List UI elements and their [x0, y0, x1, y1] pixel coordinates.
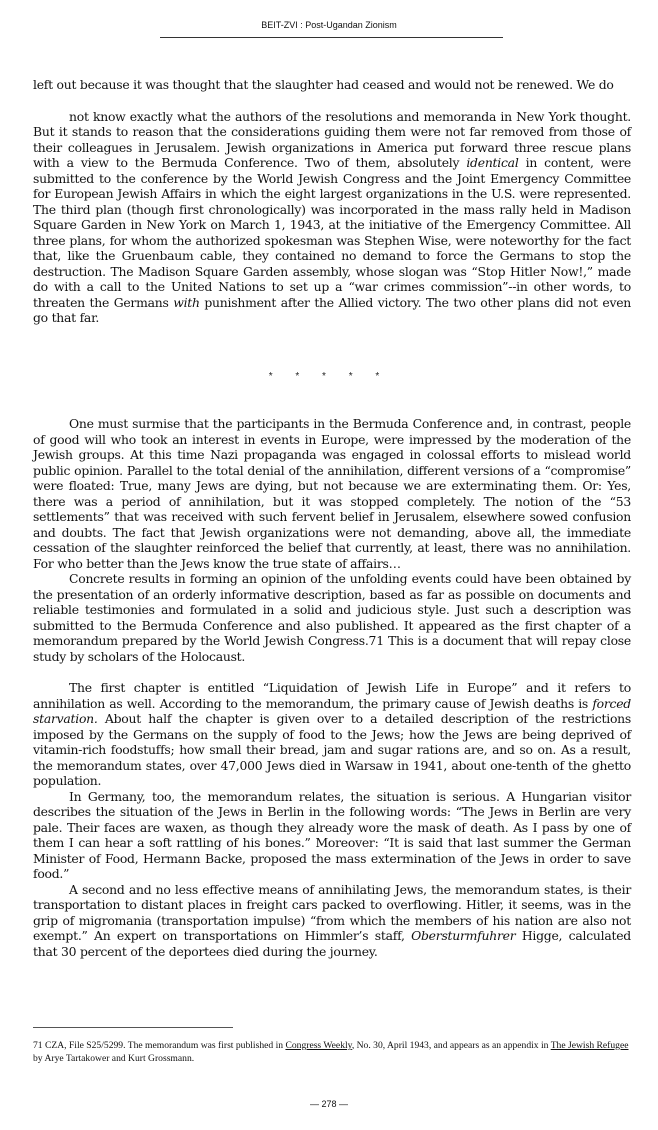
paragraph-germany: In Germany, too, the memorandum relates, the situation is serious. A Hungarian visitor describes the situation of the Jews in Berlin in the following words: “The Jews in Berlin are very pale. Their faces are waxen, as though they already wore the mask of death. As I pass by one of them I can hear a soft rattling of his bones.” Moreover: “It is said that last summer the German Minister of Food, Hermann Backe, proposed the mass extermination of the Jews in order to save food.” [33, 788, 631, 881]
emphasis-forced-starvation: forced starvation. [33, 695, 631, 726]
emphasis-identical: identical [466, 155, 519, 170]
emphasis-with: with [173, 294, 200, 310]
section-2 [33, 416, 631, 959]
paragraph-surmise: One must surmise that the participants in the Bermuda Conference and, in contrast, people of good will who took an interest in events in Europe, were impressed by the moderation of the Jewish groups. At this time Nazi propaganda was engaged in colossal efforts to mislead world public opinion. Parallel to the total denial of the annihilation, different versions of a “compromise” were floated: True, many Jews are dying, but not because we are exterminating them. Or: Yes, there was a period of annihilation, but it was stopped completely. The notion of the “53 settlements” that was received with such fervent belief in Jerusalem, elsewhere sowed confusion and doubts. The fact that Jewish organizations were not demanding, above all, the immediate cessation of the slaughter reinforced the belief that currently, at least, there was no annihilation. For who better than the Jews know the true state of affairs… [33, 416, 631, 571]
page-number: — 278 — [309, 1099, 349, 1109]
header-rule [160, 37, 503, 38]
emphasis-obersturmfuhrer: Obersturmfuhrer [411, 928, 516, 943]
section-1 [33, 77, 631, 326]
footnote-rule [33, 1027, 233, 1028]
citation-congress-weekly: Congress Weekly [285, 1040, 352, 1051]
citation-jewish-refugee: The Jewish Refugee [550, 1040, 629, 1051]
paragraph-concrete-results: Concrete results in forming an opinion of the unfolding events could have been obtained by the presentation of an orderly informative description, based as far as possible on documents and reliable testimonies and formulated in a solid and judicious style. Just such a description was submitted to the Bermuda Conference and also published. It appeared as the first chapter of a memorandum prepared by the World Jewish Congress.71 This is a document that will repay close study by scholars of the Holocaust. [33, 571, 631, 664]
paragraph-rescue-plans: not know exactly what the authors of the resolutions and memoranda in New York thought. But it stands to reason that the considerations guiding them were not far removed from those of their colleagues in Jerusalem. Jewish organizations in America put forward three rescue plans with a view to the Bermuda Conference. Two of them, absolutely identical in content, were submitted to the conference by the World Jewish Congress and the Joint Emergency Committee for European Jewish Affairs in which the eight largest organizations in the U.S. were represented. The third plan (though first chronologically) was incorporated in the mass rally held in Madison Square Garden in New York on March 1, 1943, at the initiative of the Emergency Committee. All three plans, for whom the authorized spokesman was Stephen Wise, were noteworthy for the fact that, like the Gruenbaum cable, they contained no demand to force the Germans to stop the destruction. The Madison Square Garden assembly, whose slogan was “Stop Hitler Now!,” made do with a call to the United Nations to set up a “war crimes commission”--in other words, to threaten the Germans with punishment after the Allied victory. The two other plans did not even go that far. [33, 108, 632, 325]
running-head: BEIT-ZVI : Post-Ugandan Zionism [261, 20, 397, 30]
paragraph-gap [33, 664, 631, 680]
paragraph-gap [33, 93, 631, 109]
paragraph-first-chapter: The first chapter is entitled “Liquidation of Jewish Life in Europe” and it refers to annihilation as well. According to the memorandum, the primary cause of Jewish deaths is forced starvation. About half the chapter is given over to a detailed description of the restrictions imposed by the Germans on the supply of food to the Jews; how the Jews are being deprived of vitamin-rich foodstuffs; how small their bread, jam and sugar rations are, and so on. As a result, the memorandum states, over 47,000 Jews died in Warsaw in 1941, about one-tenth of the ghetto population. [33, 680, 631, 788]
paragraph-transportation: A second and no less effective means of annihilating Jews, the memorandum states, is their transportation to distant places in freight cars packed to overflowing. Hitler, it seems, was in the grip of migromania (transportation impulse) “from which the members of his nation are also not exempt.” An expert on transportations on Himmler’s staff, Obersturmfuhrer Higge, calculated that 30 percent of the deportees died during the journey. [33, 881, 631, 959]
section-separator: * * * * * [268, 371, 390, 382]
paragraph-continuation: left out because it was thought that the slaughter had ceased and would not be renewed. We do [33, 77, 614, 92]
footnote-71: 71 CZA, File S25/5299. The memorandum was first published in Congress Weekly, No. 30, April 1943, and appears as an appendix in The Jewish Refugee by Arye Tartakower and Kurt Grossmann. [33, 1040, 629, 1064]
